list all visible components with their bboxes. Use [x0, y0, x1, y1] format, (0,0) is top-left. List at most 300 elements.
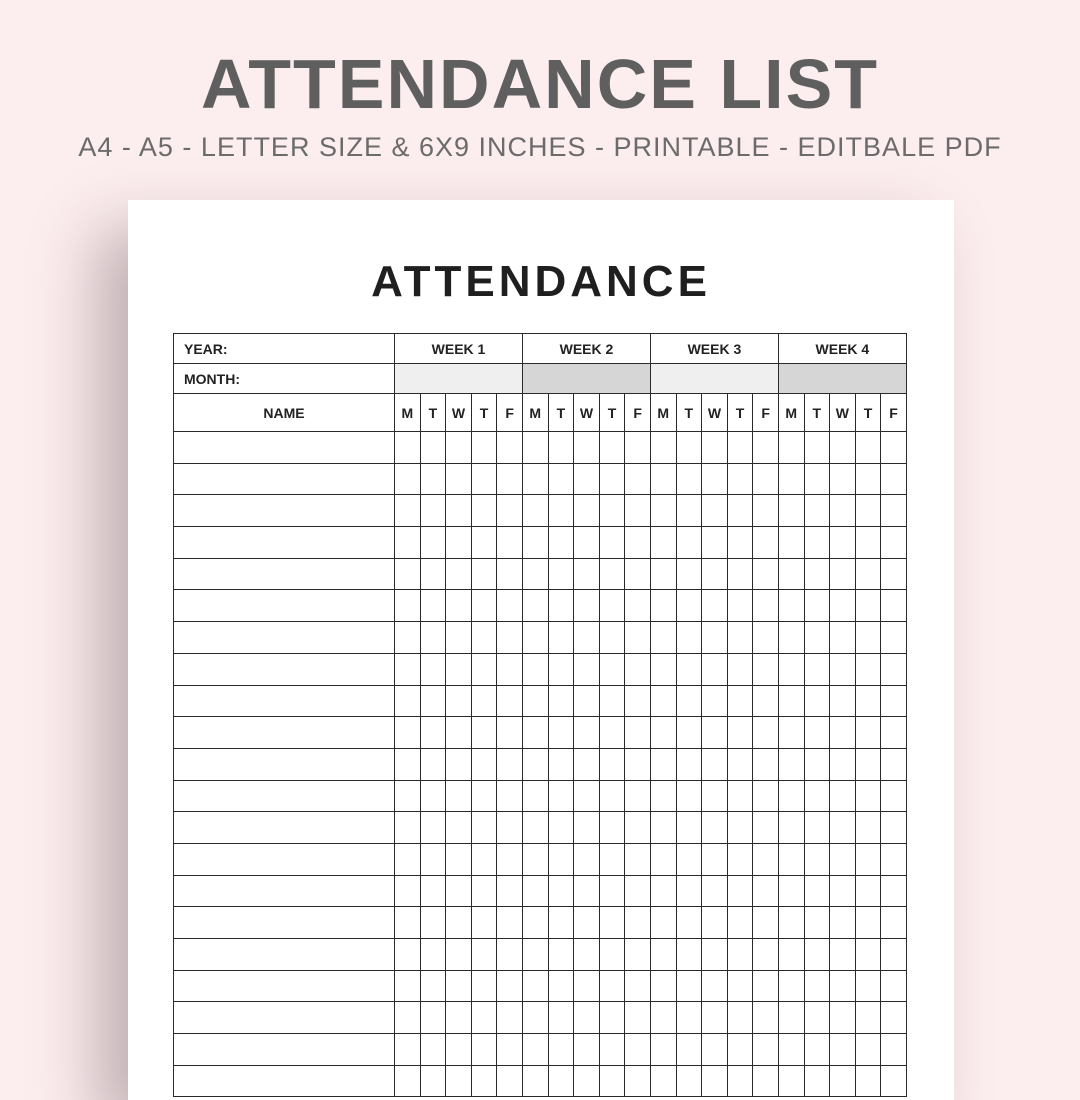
name-cell[interactable]: [174, 748, 395, 780]
attendance-cell[interactable]: [676, 622, 702, 654]
attendance-cell[interactable]: [548, 622, 574, 654]
attendance-cell[interactable]: [599, 590, 625, 622]
attendance-cell[interactable]: [395, 780, 421, 812]
attendance-cell[interactable]: [830, 1002, 856, 1034]
attendance-cell[interactable]: [855, 622, 881, 654]
attendance-cell[interactable]: [420, 590, 446, 622]
attendance-cell[interactable]: [753, 717, 779, 749]
attendance-cell[interactable]: [702, 463, 728, 495]
attendance-cell[interactable]: [471, 780, 497, 812]
attendance-cell[interactable]: [727, 780, 753, 812]
name-cell[interactable]: [174, 907, 395, 939]
attendance-cell[interactable]: [599, 558, 625, 590]
attendance-cell[interactable]: [471, 717, 497, 749]
attendance-cell[interactable]: [830, 907, 856, 939]
attendance-cell[interactable]: [804, 653, 830, 685]
attendance-cell[interactable]: [881, 907, 907, 939]
attendance-cell[interactable]: [395, 717, 421, 749]
attendance-cell[interactable]: [574, 907, 600, 939]
attendance-cell[interactable]: [702, 717, 728, 749]
attendance-cell[interactable]: [855, 748, 881, 780]
attendance-cell[interactable]: [599, 748, 625, 780]
attendance-cell[interactable]: [855, 558, 881, 590]
week-2-month-cell[interactable]: [522, 364, 650, 394]
attendance-cell[interactable]: [650, 843, 676, 875]
attendance-cell[interactable]: [599, 970, 625, 1002]
attendance-cell[interactable]: [881, 685, 907, 717]
attendance-cell[interactable]: [702, 939, 728, 971]
attendance-cell[interactable]: [881, 875, 907, 907]
attendance-cell[interactable]: [855, 1002, 881, 1034]
attendance-cell[interactable]: [497, 1002, 523, 1034]
attendance-cell[interactable]: [778, 907, 804, 939]
attendance-cell[interactable]: [702, 1002, 728, 1034]
name-cell[interactable]: [174, 1034, 395, 1066]
attendance-cell[interactable]: [804, 812, 830, 844]
attendance-cell[interactable]: [395, 1065, 421, 1097]
week-3-month-cell[interactable]: [650, 364, 778, 394]
attendance-cell[interactable]: [446, 527, 472, 559]
attendance-cell[interactable]: [548, 1002, 574, 1034]
attendance-cell[interactable]: [650, 780, 676, 812]
attendance-cell[interactable]: [548, 780, 574, 812]
attendance-cell[interactable]: [522, 653, 548, 685]
attendance-cell[interactable]: [497, 622, 523, 654]
attendance-cell[interactable]: [574, 1034, 600, 1066]
attendance-cell[interactable]: [548, 1034, 574, 1066]
attendance-cell[interactable]: [702, 812, 728, 844]
attendance-cell[interactable]: [522, 907, 548, 939]
attendance-cell[interactable]: [650, 717, 676, 749]
attendance-cell[interactable]: [727, 875, 753, 907]
attendance-cell[interactable]: [702, 970, 728, 1002]
attendance-cell[interactable]: [778, 685, 804, 717]
attendance-cell[interactable]: [650, 907, 676, 939]
attendance-cell[interactable]: [395, 970, 421, 1002]
attendance-cell[interactable]: [855, 780, 881, 812]
attendance-cell[interactable]: [855, 939, 881, 971]
attendance-cell[interactable]: [702, 495, 728, 527]
attendance-cell[interactable]: [753, 812, 779, 844]
attendance-cell[interactable]: [625, 527, 651, 559]
attendance-cell[interactable]: [830, 812, 856, 844]
attendance-cell[interactable]: [804, 1002, 830, 1034]
attendance-cell[interactable]: [778, 1002, 804, 1034]
attendance-cell[interactable]: [676, 558, 702, 590]
attendance-cell[interactable]: [574, 812, 600, 844]
attendance-cell[interactable]: [395, 843, 421, 875]
attendance-cell[interactable]: [650, 1002, 676, 1034]
attendance-cell[interactable]: [830, 780, 856, 812]
attendance-cell[interactable]: [778, 748, 804, 780]
attendance-cell[interactable]: [855, 907, 881, 939]
attendance-cell[interactable]: [599, 622, 625, 654]
attendance-cell[interactable]: [420, 748, 446, 780]
attendance-cell[interactable]: [599, 717, 625, 749]
attendance-cell[interactable]: [650, 939, 676, 971]
attendance-cell[interactable]: [522, 812, 548, 844]
attendance-cell[interactable]: [548, 590, 574, 622]
name-cell[interactable]: [174, 1002, 395, 1034]
attendance-cell[interactable]: [522, 463, 548, 495]
attendance-cell[interactable]: [471, 590, 497, 622]
attendance-cell[interactable]: [497, 939, 523, 971]
attendance-cell[interactable]: [471, 970, 497, 1002]
attendance-cell[interactable]: [881, 843, 907, 875]
attendance-cell[interactable]: [702, 685, 728, 717]
attendance-cell[interactable]: [574, 558, 600, 590]
name-cell[interactable]: [174, 843, 395, 875]
attendance-cell[interactable]: [753, 1065, 779, 1097]
attendance-cell[interactable]: [522, 622, 548, 654]
attendance-cell[interactable]: [548, 653, 574, 685]
attendance-cell[interactable]: [522, 1065, 548, 1097]
attendance-cell[interactable]: [446, 907, 472, 939]
attendance-cell[interactable]: [881, 939, 907, 971]
attendance-cell[interactable]: [522, 1034, 548, 1066]
attendance-cell[interactable]: [804, 432, 830, 464]
attendance-cell[interactable]: [855, 843, 881, 875]
attendance-cell[interactable]: [830, 432, 856, 464]
attendance-cell[interactable]: [676, 812, 702, 844]
attendance-cell[interactable]: [574, 1002, 600, 1034]
attendance-cell[interactable]: [471, 812, 497, 844]
attendance-cell[interactable]: [855, 653, 881, 685]
attendance-cell[interactable]: [778, 970, 804, 1002]
attendance-cell[interactable]: [881, 970, 907, 1002]
attendance-cell[interactable]: [804, 939, 830, 971]
attendance-cell[interactable]: [497, 780, 523, 812]
attendance-cell[interactable]: [778, 622, 804, 654]
name-cell[interactable]: [174, 780, 395, 812]
attendance-cell[interactable]: [727, 843, 753, 875]
attendance-cell[interactable]: [522, 748, 548, 780]
attendance-cell[interactable]: [395, 875, 421, 907]
name-cell[interactable]: [174, 717, 395, 749]
attendance-cell[interactable]: [446, 653, 472, 685]
attendance-cell[interactable]: [753, 843, 779, 875]
attendance-cell[interactable]: [650, 590, 676, 622]
attendance-cell[interactable]: [446, 622, 472, 654]
attendance-cell[interactable]: [830, 653, 856, 685]
attendance-cell[interactable]: [497, 1065, 523, 1097]
attendance-cell[interactable]: [702, 1034, 728, 1066]
attendance-cell[interactable]: [574, 590, 600, 622]
attendance-cell[interactable]: [830, 622, 856, 654]
attendance-cell[interactable]: [548, 558, 574, 590]
name-cell[interactable]: [174, 1065, 395, 1097]
attendance-cell[interactable]: [625, 495, 651, 527]
attendance-cell[interactable]: [420, 622, 446, 654]
attendance-cell[interactable]: [676, 1034, 702, 1066]
attendance-cell[interactable]: [855, 527, 881, 559]
attendance-cell[interactable]: [650, 1034, 676, 1066]
attendance-cell[interactable]: [420, 780, 446, 812]
attendance-cell[interactable]: [650, 463, 676, 495]
attendance-cell[interactable]: [778, 463, 804, 495]
attendance-cell[interactable]: [753, 780, 779, 812]
attendance-cell[interactable]: [395, 685, 421, 717]
attendance-cell[interactable]: [804, 622, 830, 654]
attendance-cell[interactable]: [778, 717, 804, 749]
attendance-cell[interactable]: [625, 622, 651, 654]
attendance-cell[interactable]: [599, 843, 625, 875]
attendance-cell[interactable]: [676, 780, 702, 812]
attendance-cell[interactable]: [395, 812, 421, 844]
attendance-cell[interactable]: [599, 463, 625, 495]
attendance-cell[interactable]: [676, 748, 702, 780]
attendance-cell[interactable]: [702, 653, 728, 685]
attendance-cell[interactable]: [753, 495, 779, 527]
attendance-cell[interactable]: [471, 685, 497, 717]
attendance-cell[interactable]: [727, 1065, 753, 1097]
attendance-cell[interactable]: [497, 843, 523, 875]
attendance-cell[interactable]: [676, 907, 702, 939]
attendance-cell[interactable]: [395, 748, 421, 780]
attendance-cell[interactable]: [522, 590, 548, 622]
attendance-cell[interactable]: [446, 685, 472, 717]
attendance-cell[interactable]: [446, 1002, 472, 1034]
attendance-cell[interactable]: [727, 907, 753, 939]
attendance-cell[interactable]: [650, 653, 676, 685]
attendance-cell[interactable]: [625, 780, 651, 812]
attendance-cell[interactable]: [471, 748, 497, 780]
attendance-cell[interactable]: [599, 527, 625, 559]
attendance-cell[interactable]: [497, 432, 523, 464]
attendance-cell[interactable]: [702, 432, 728, 464]
attendance-cell[interactable]: [471, 843, 497, 875]
attendance-cell[interactable]: [830, 843, 856, 875]
attendance-cell[interactable]: [702, 748, 728, 780]
attendance-cell[interactable]: [881, 748, 907, 780]
attendance-cell[interactable]: [625, 463, 651, 495]
attendance-cell[interactable]: [574, 1065, 600, 1097]
attendance-cell[interactable]: [753, 939, 779, 971]
attendance-cell[interactable]: [522, 495, 548, 527]
attendance-cell[interactable]: [650, 748, 676, 780]
attendance-cell[interactable]: [804, 1034, 830, 1066]
attendance-cell[interactable]: [727, 1002, 753, 1034]
attendance-cell[interactable]: [395, 622, 421, 654]
attendance-cell[interactable]: [804, 685, 830, 717]
attendance-cell[interactable]: [446, 875, 472, 907]
attendance-cell[interactable]: [548, 875, 574, 907]
attendance-cell[interactable]: [881, 812, 907, 844]
attendance-cell[interactable]: [471, 495, 497, 527]
attendance-cell[interactable]: [804, 907, 830, 939]
attendance-cell[interactable]: [420, 1065, 446, 1097]
attendance-cell[interactable]: [497, 717, 523, 749]
attendance-cell[interactable]: [548, 527, 574, 559]
attendance-cell[interactable]: [548, 717, 574, 749]
attendance-cell[interactable]: [830, 875, 856, 907]
attendance-cell[interactable]: [753, 558, 779, 590]
attendance-cell[interactable]: [574, 717, 600, 749]
attendance-cell[interactable]: [727, 495, 753, 527]
attendance-cell[interactable]: [395, 907, 421, 939]
attendance-cell[interactable]: [446, 558, 472, 590]
attendance-cell[interactable]: [548, 812, 574, 844]
attendance-cell[interactable]: [548, 748, 574, 780]
attendance-cell[interactable]: [497, 685, 523, 717]
name-cell[interactable]: [174, 463, 395, 495]
attendance-cell[interactable]: [395, 1002, 421, 1034]
attendance-cell[interactable]: [522, 843, 548, 875]
attendance-cell[interactable]: [497, 590, 523, 622]
attendance-cell[interactable]: [830, 970, 856, 1002]
attendance-cell[interactable]: [599, 812, 625, 844]
attendance-cell[interactable]: [574, 875, 600, 907]
attendance-cell[interactable]: [599, 1002, 625, 1034]
attendance-cell[interactable]: [727, 939, 753, 971]
attendance-cell[interactable]: [727, 432, 753, 464]
attendance-cell[interactable]: [625, 590, 651, 622]
attendance-cell[interactable]: [855, 432, 881, 464]
attendance-cell[interactable]: [804, 590, 830, 622]
attendance-cell[interactable]: [395, 495, 421, 527]
attendance-cell[interactable]: [753, 907, 779, 939]
attendance-cell[interactable]: [574, 527, 600, 559]
attendance-cell[interactable]: [599, 495, 625, 527]
attendance-cell[interactable]: [625, 558, 651, 590]
attendance-cell[interactable]: [625, 875, 651, 907]
attendance-cell[interactable]: [804, 843, 830, 875]
attendance-cell[interactable]: [830, 1034, 856, 1066]
attendance-cell[interactable]: [778, 558, 804, 590]
attendance-cell[interactable]: [676, 843, 702, 875]
attendance-cell[interactable]: [446, 939, 472, 971]
attendance-cell[interactable]: [522, 558, 548, 590]
name-cell[interactable]: [174, 495, 395, 527]
attendance-cell[interactable]: [471, 1034, 497, 1066]
attendance-cell[interactable]: [497, 875, 523, 907]
attendance-cell[interactable]: [804, 527, 830, 559]
attendance-cell[interactable]: [522, 527, 548, 559]
attendance-cell[interactable]: [702, 527, 728, 559]
attendance-cell[interactable]: [446, 590, 472, 622]
attendance-cell[interactable]: [497, 558, 523, 590]
attendance-cell[interactable]: [574, 748, 600, 780]
attendance-cell[interactable]: [625, 812, 651, 844]
attendance-cell[interactable]: [599, 939, 625, 971]
attendance-cell[interactable]: [522, 875, 548, 907]
attendance-cell[interactable]: [420, 970, 446, 1002]
attendance-cell[interactable]: [446, 780, 472, 812]
attendance-cell[interactable]: [804, 748, 830, 780]
attendance-cell[interactable]: [446, 1034, 472, 1066]
attendance-cell[interactable]: [727, 1034, 753, 1066]
attendance-cell[interactable]: [420, 653, 446, 685]
attendance-cell[interactable]: [446, 748, 472, 780]
attendance-cell[interactable]: [420, 463, 446, 495]
attendance-cell[interactable]: [625, 432, 651, 464]
attendance-cell[interactable]: [650, 1065, 676, 1097]
attendance-cell[interactable]: [420, 432, 446, 464]
attendance-cell[interactable]: [599, 653, 625, 685]
attendance-cell[interactable]: [574, 970, 600, 1002]
attendance-cell[interactable]: [676, 970, 702, 1002]
attendance-cell[interactable]: [625, 717, 651, 749]
attendance-cell[interactable]: [625, 939, 651, 971]
attendance-cell[interactable]: [625, 653, 651, 685]
attendance-cell[interactable]: [727, 590, 753, 622]
attendance-cell[interactable]: [830, 748, 856, 780]
attendance-cell[interactable]: [650, 622, 676, 654]
attendance-cell[interactable]: [548, 939, 574, 971]
attendance-cell[interactable]: [855, 590, 881, 622]
attendance-cell[interactable]: [676, 1065, 702, 1097]
attendance-cell[interactable]: [881, 527, 907, 559]
attendance-cell[interactable]: [676, 685, 702, 717]
attendance-cell[interactable]: [446, 812, 472, 844]
attendance-cell[interactable]: [420, 1034, 446, 1066]
attendance-cell[interactable]: [727, 558, 753, 590]
attendance-cell[interactable]: [446, 463, 472, 495]
attendance-cell[interactable]: [395, 1034, 421, 1066]
attendance-cell[interactable]: [830, 463, 856, 495]
attendance-cell[interactable]: [855, 1034, 881, 1066]
attendance-cell[interactable]: [599, 432, 625, 464]
attendance-cell[interactable]: [727, 463, 753, 495]
week-4-month-cell[interactable]: [778, 364, 906, 394]
attendance-cell[interactable]: [574, 432, 600, 464]
attendance-cell[interactable]: [830, 685, 856, 717]
attendance-cell[interactable]: [471, 939, 497, 971]
attendance-cell[interactable]: [446, 717, 472, 749]
name-cell[interactable]: [174, 685, 395, 717]
name-cell[interactable]: [174, 812, 395, 844]
attendance-cell[interactable]: [881, 1065, 907, 1097]
attendance-cell[interactable]: [753, 970, 779, 1002]
attendance-cell[interactable]: [497, 812, 523, 844]
attendance-cell[interactable]: [395, 939, 421, 971]
attendance-cell[interactable]: [804, 495, 830, 527]
attendance-cell[interactable]: [574, 685, 600, 717]
attendance-cell[interactable]: [650, 527, 676, 559]
attendance-cell[interactable]: [471, 463, 497, 495]
attendance-cell[interactable]: [753, 748, 779, 780]
attendance-cell[interactable]: [881, 717, 907, 749]
attendance-cell[interactable]: [855, 1065, 881, 1097]
attendance-cell[interactable]: [471, 558, 497, 590]
attendance-cell[interactable]: [522, 939, 548, 971]
attendance-cell[interactable]: [471, 1065, 497, 1097]
attendance-cell[interactable]: [548, 463, 574, 495]
attendance-cell[interactable]: [778, 939, 804, 971]
attendance-cell[interactable]: [676, 1002, 702, 1034]
attendance-cell[interactable]: [778, 527, 804, 559]
attendance-cell[interactable]: [753, 432, 779, 464]
attendance-cell[interactable]: [753, 1002, 779, 1034]
attendance-cell[interactable]: [420, 939, 446, 971]
attendance-cell[interactable]: [446, 432, 472, 464]
attendance-cell[interactable]: [702, 843, 728, 875]
attendance-cell[interactable]: [497, 970, 523, 1002]
attendance-cell[interactable]: [395, 432, 421, 464]
attendance-cell[interactable]: [702, 875, 728, 907]
attendance-cell[interactable]: [727, 970, 753, 1002]
attendance-cell[interactable]: [753, 1034, 779, 1066]
attendance-cell[interactable]: [522, 1002, 548, 1034]
attendance-cell[interactable]: [599, 780, 625, 812]
attendance-cell[interactable]: [778, 495, 804, 527]
attendance-cell[interactable]: [676, 875, 702, 907]
attendance-cell[interactable]: [522, 717, 548, 749]
attendance-cell[interactable]: [727, 527, 753, 559]
attendance-cell[interactable]: [522, 685, 548, 717]
attendance-cell[interactable]: [395, 653, 421, 685]
attendance-cell[interactable]: [650, 812, 676, 844]
